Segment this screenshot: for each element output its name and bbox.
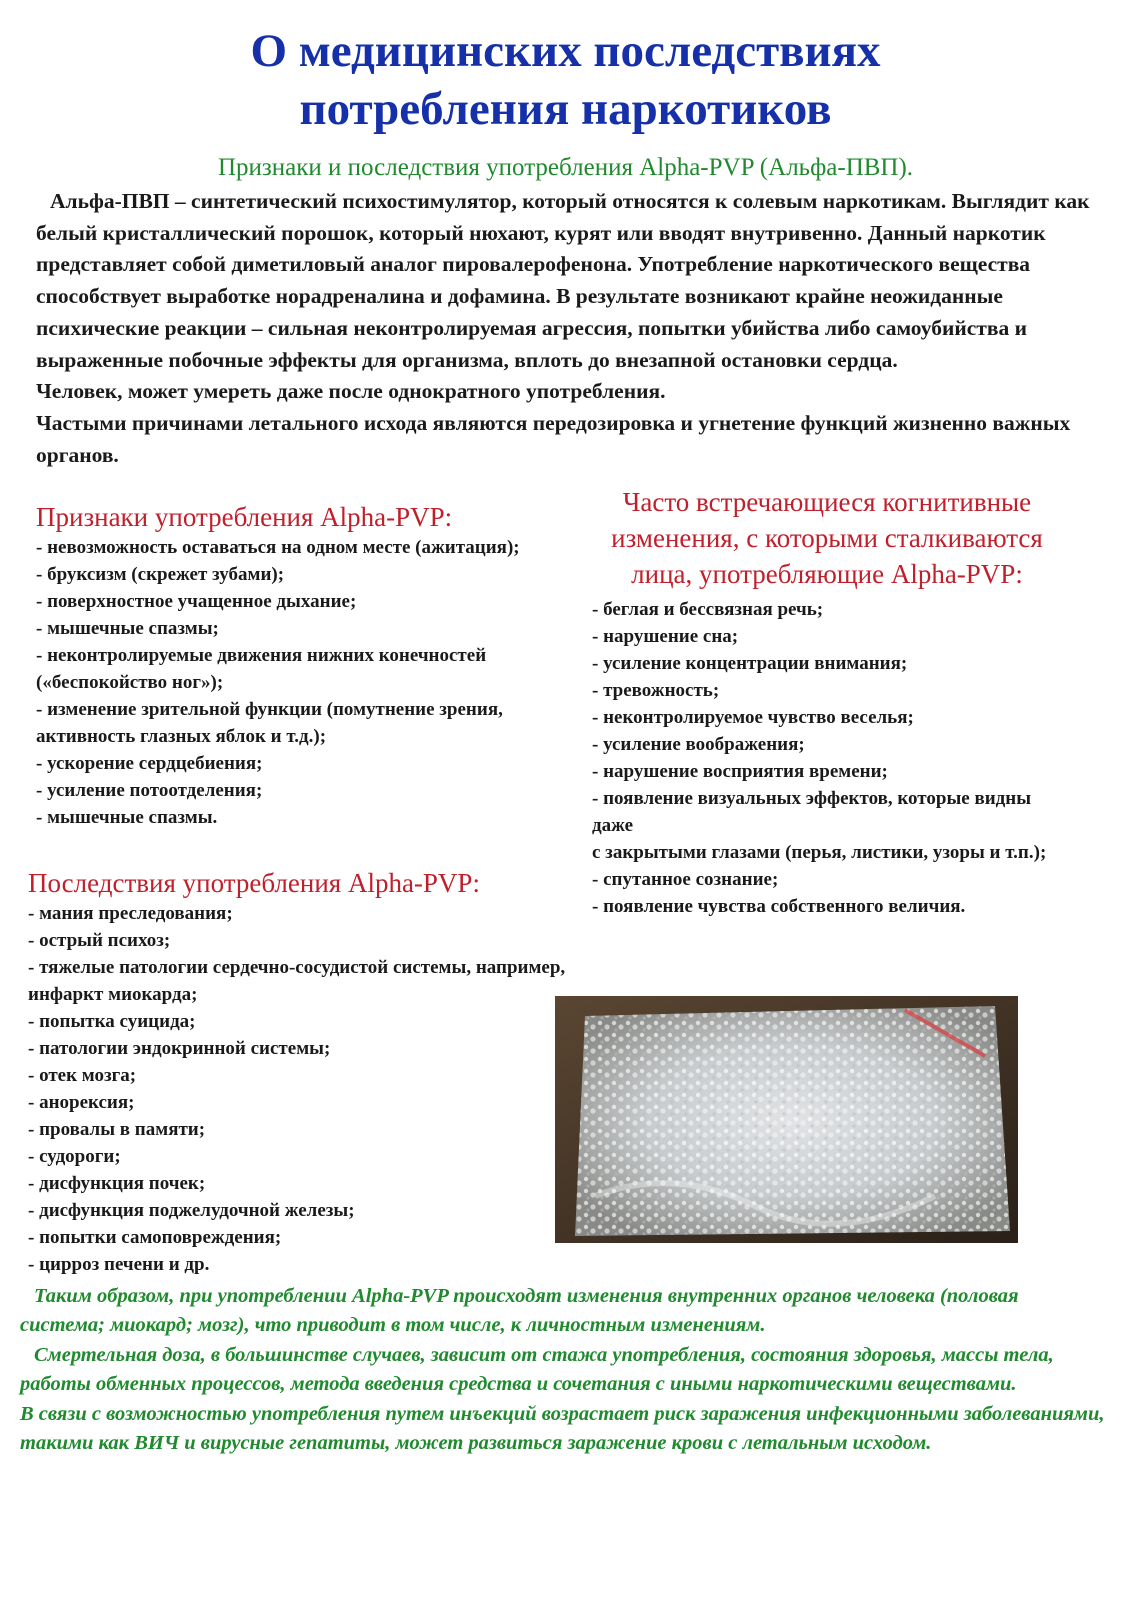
list-item: - поверхностное учащенное дыхание; (36, 591, 357, 612)
list-item: - тяжелые патологии сердечно-сосудистой системы, например, инфаркт миокарда; (28, 957, 566, 1005)
crystals-bag-photo (555, 996, 1018, 1243)
crystals-bag-illustration (555, 996, 1018, 1243)
cognitive-section (592, 484, 1062, 920)
list-item: - судороги; (28, 1146, 121, 1167)
list-item: - тревожность; (592, 680, 720, 701)
signs-section (36, 500, 536, 831)
conclusion-paragraph-3: В связи с возможностью употребления путем инъекций возрастает риск заражения инфекционными заболеваниями, такими как ВИЧ и вирусные гепатиты, может развиться заражение крови с летальным исходом. (20, 1402, 1105, 1455)
list-item: - появление чувства собственного величия. (592, 896, 966, 917)
list-item: - невозможность оставаться на одном месте (ажитация); (36, 537, 520, 558)
title-line-1: О медицинских последствиях (250, 25, 881, 77)
intro-text (36, 186, 1096, 471)
conclusion-paragraph-2: Смертельная доза, в большинстве случаев, зависит от стажа употребления, состояния здоровья, массы тела, работы обменных процессов, метода введения средства и сочетания с иными наркотическими веществами. (20, 1343, 1054, 1396)
list-item: - неконтролируемое чувство веселья; (592, 707, 914, 728)
page-title (0, 22, 1131, 138)
conclusion-paragraph-1: Таким образом, при употреблении Alpha-PVP происходят изменения внутренних органов человека (половая система; миокард; мозг), что приводит в том числе, к личностным изменениям. (20, 1285, 1019, 1337)
list-item: с закрытыми глазами (перья, листики, узоры и т.п.); (592, 842, 1047, 863)
list-item: - нарушение сна; (592, 626, 739, 647)
conclusion-text (20, 1282, 1105, 1458)
intro-paragraph-2: Человек, может умереть даже после однократного употребления. (36, 379, 666, 404)
list-item: - анорексия; (28, 1092, 135, 1113)
subtitle: Признаки и последствия употребления Alpha-PVP (Альфа-ПВП). (217, 154, 914, 181)
list-item: - попытка суицида; (28, 1011, 196, 1032)
list-item: - отек мозга; (28, 1065, 137, 1086)
list-item: - патологии эндокринной системы; (28, 1038, 331, 1059)
list-item: - бруксизм (скрежет зубами); (36, 564, 285, 585)
list-item: - острый психоз; (28, 930, 171, 951)
list-item: - провалы в памяти; (28, 1119, 206, 1140)
list-item: - усиление потоотделения; (36, 780, 263, 801)
list-item: - мышечные спазмы. (36, 807, 218, 828)
list-item: - усиление воображения; (592, 734, 805, 755)
list-item: - ускорение сердцебиения; (36, 753, 263, 774)
list-item: - появление визуальных эффектов, которые видны даже (592, 788, 1032, 836)
signs-list (36, 534, 536, 831)
cognitive-list (592, 596, 1062, 920)
list-item: - спутанное сознание; (592, 869, 779, 890)
list-item: - мания преследования; (28, 903, 233, 924)
list-item: - цирроз печени и др. (28, 1254, 210, 1275)
crystals-texture (575, 1006, 1010, 1236)
list-item: - нарушение восприятия времени; (592, 761, 888, 782)
signs-heading: Признаки употребления Alpha-PVP: (36, 502, 453, 532)
list-item: - дисфункция поджелудочной железы; (28, 1200, 355, 1221)
title-line-2: потребления наркотиков (299, 83, 832, 135)
intro-paragraph-3: Частыми причинами летального исхода являются передозировка и угнетение функций жизненно важных органов. (36, 410, 1071, 467)
list-item: - усиление концентрации внимания; (592, 653, 908, 674)
effects-list (28, 900, 573, 1278)
cognitive-heading: Часто встречающиеся когнитивные изменения, с которыми сталкиваются лица, употребляющие Alpha-PVP: (611, 487, 1043, 589)
effects-section (28, 866, 573, 1278)
list-item: - дисфункция почек; (28, 1173, 206, 1194)
intro-paragraph-1: Альфа-ПВП – синтетический психостимулятор, который относятся к солевым наркотикам. Выглядит как белый кристаллический порошок, который нюхают, курят или вводят внутривенно. Данный наркотик представляет собой диметиловый аналог пировалерофенона. Употребление наркотического вещества способствует выработке норадреналина и дофамина. В результате возникают крайне неожиданные психические реакции – сильная неконтролируемая агрессия, попытки убийства либо самоубийства и выраженные побочные эффекты для организма, вплоть до внезапной остановки сердца. (36, 189, 1090, 372)
effects-heading: Последствия употребления Alpha-PVP: (28, 868, 480, 898)
list-item: - неконтролируемые движения нижних конечностей («беспокойство ног»); (36, 645, 487, 693)
list-item: - попытки самоповреждения; (28, 1227, 282, 1248)
list-item: - мышечные спазмы; (36, 618, 219, 639)
list-item: - изменение зрительной функции (помутнение зрения, активность глазных яблок и т.д.); (36, 699, 503, 747)
list-item: - беглая и бессвязная речь; (592, 599, 824, 620)
